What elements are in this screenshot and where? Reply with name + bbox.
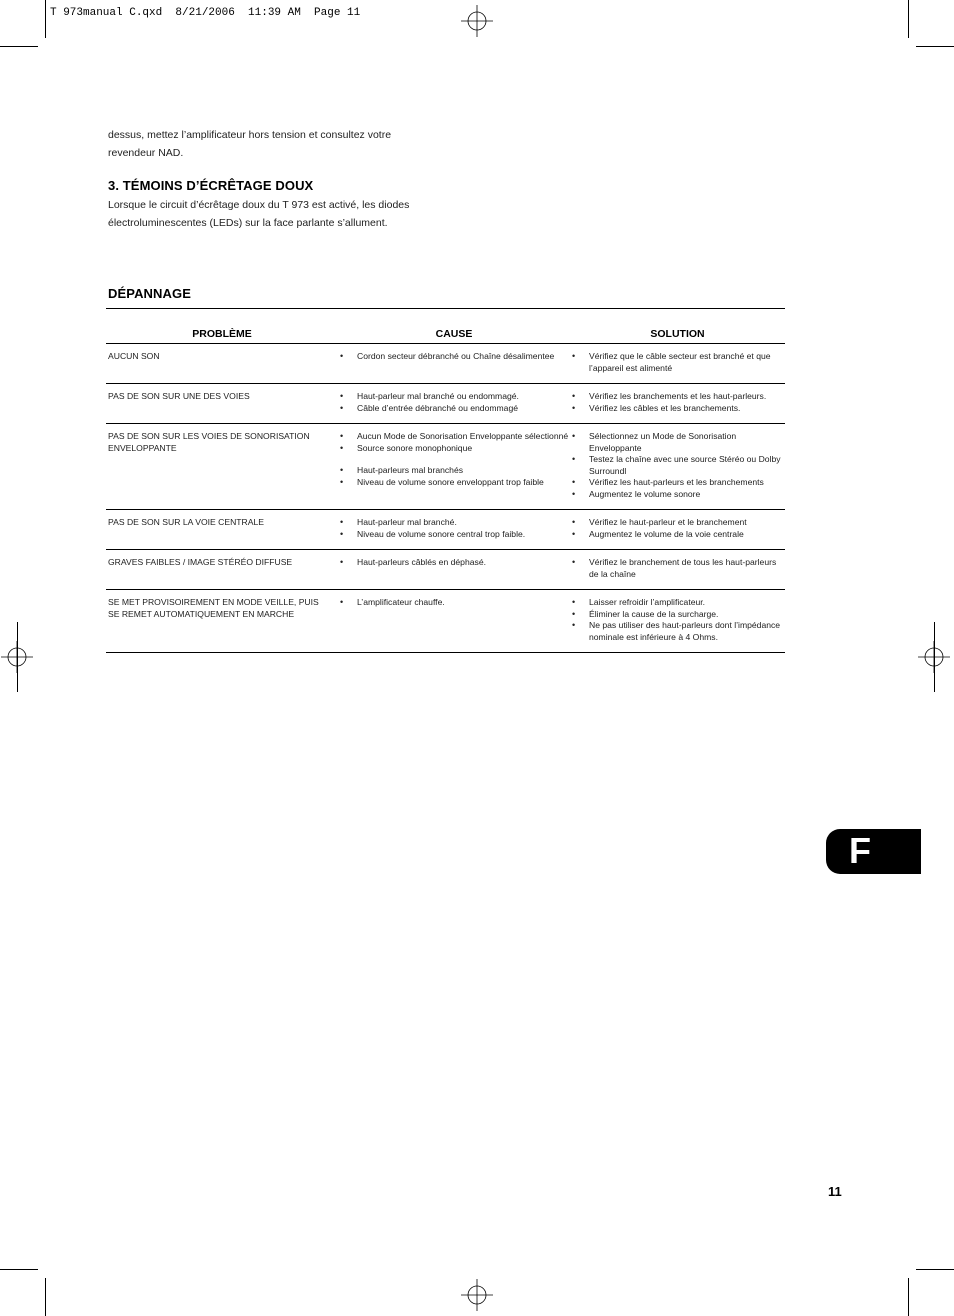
solution-item: • Vérifiez le haut-parleur et le branchement (572, 517, 785, 529)
table-row (106, 510, 785, 550)
table-row (106, 344, 785, 384)
cause-cell (338, 384, 570, 424)
section-paragraph (108, 196, 438, 232)
file-header: T 973manual C.qxd 8/21/2006 11:39 AM Page 11 (50, 7, 361, 19)
crop-mark (0, 46, 38, 47)
crop-mark (17, 622, 18, 692)
solution-item: • Vérifiez le branchement de tous les haut-parleurs de la chaîne (572, 557, 785, 580)
solution-item: • Éliminer la cause de la surcharge. (572, 609, 785, 621)
crop-mark (916, 1269, 954, 1270)
solution-item: • Vérifiez les branchements et les haut-parleurs. (572, 391, 785, 403)
table-row (106, 424, 785, 510)
solution-cell (570, 344, 785, 384)
language-tab-label: F (849, 830, 871, 871)
solution-cell (570, 550, 785, 590)
solution-cell (570, 590, 785, 653)
troubleshooting-table (106, 308, 785, 653)
cause-cell (338, 510, 570, 550)
page-number: 11 (828, 1184, 842, 1199)
problem-cell: PAS DE SON SUR LA VOIE CENTRALE (106, 510, 338, 550)
section-line: électroluminescentes (LEDs) sur la face parlante s’allument. (108, 217, 388, 229)
cause-cell (338, 590, 570, 653)
cause-item: • Haut-parleur mal branché ou endommagé. (340, 391, 570, 403)
cause-item: • Haut-parleurs mal branchés (340, 465, 570, 477)
table-row (106, 550, 785, 590)
cause-item: • Source sonore monophonique (340, 443, 570, 455)
solution-item: • Testez la chaîne avec une source Stéréo ou Dolby Surroundl (572, 454, 785, 477)
table-row (106, 384, 785, 424)
solution-item: • Augmentez le volume de la voie centrale (572, 529, 785, 541)
solution-cell (570, 384, 785, 424)
cause-cell (338, 550, 570, 590)
solution-cell (570, 424, 785, 510)
table-header-row (106, 309, 785, 344)
solution-item: • Vérifiez les câbles et les branchements. (572, 403, 785, 415)
crop-mark (908, 0, 909, 38)
cause-item: • Niveau de volume sonore enveloppant trop faible (340, 477, 570, 489)
crop-mark (45, 0, 46, 38)
header-problem: PROBLÈME (106, 309, 338, 344)
intro-line: revendeur NAD. (108, 147, 184, 159)
solution-item: • Sélectionnez un Mode de Sonorisation Enveloppante (572, 431, 785, 454)
registration-mark-bottom (461, 1279, 493, 1311)
solution-item: • Vérifiez que le câble secteur est branché et que l’appareil est alimenté (572, 351, 785, 374)
crop-mark (916, 46, 954, 47)
problem-cell: GRAVES FAIBLES / IMAGE STÉRÉO DIFFUSE (106, 550, 338, 590)
crop-mark (934, 622, 935, 692)
cause-cell (338, 344, 570, 384)
cause-item: • L’amplificateur chauffe. (340, 597, 570, 609)
cause-item: • Aucun Mode de Sonorisation Enveloppante sélectionné (340, 431, 570, 443)
solution-cell (570, 510, 785, 550)
header-cause: CAUSE (338, 309, 570, 344)
cause-item: • Niveau de volume sonore central trop faible. (340, 529, 570, 541)
crop-mark (908, 1278, 909, 1316)
problem-cell: AUCUN SON (106, 344, 338, 384)
solution-item: • Ne pas utiliser des haut-parleurs dont l’impédance nominale est inférieure à 4 Ohms. (572, 620, 785, 643)
problem-cell: PAS DE SON SUR UNE DES VOIES (106, 384, 338, 424)
intro-line: dessus, mettez l’amplificateur hors tension et consultez votre (108, 129, 392, 141)
section-line: Lorsque le circuit d’écrêtage doux du T 973 est activé, les diodes (108, 199, 410, 211)
registration-mark-top (461, 5, 493, 37)
language-tab (826, 829, 921, 874)
cause-cell (338, 424, 570, 510)
cause-item: • Haut-parleur mal branché. (340, 517, 570, 529)
problem-cell: SE MET PROVISOIREMENT EN MODE VEILLE, PUIS SE REMET AUTOMATIQUEMENT EN MARCHE (106, 590, 338, 653)
section-title: 3. TÉMOINS D’ÉCRÊTAGE DOUX (108, 178, 314, 193)
table-row (106, 590, 785, 653)
intro-paragraph (108, 126, 438, 162)
solution-item: • Laisser refroidir l’amplificateur. (572, 597, 785, 609)
crop-mark (0, 1269, 38, 1270)
cause-item: • Cordon secteur débranché ou Chaîne désalimentee (340, 351, 570, 363)
cause-item: • Haut-parleurs câblés en déphasé. (340, 557, 570, 569)
solution-item: • Augmentez le volume sonore (572, 489, 785, 501)
solution-item: • Vérifiez les haut-parleurs et les branchements (572, 477, 785, 489)
troubleshooting-title: DÉPANNAGE (108, 286, 192, 301)
cause-item: • Câble d’entrée débranché ou endommagé (340, 403, 570, 415)
header-solution: SOLUTION (570, 309, 785, 344)
problem-cell: PAS DE SON SUR LES VOIES DE SONORISATION ENVELOPPANTE (106, 424, 338, 510)
crop-mark (45, 1278, 46, 1316)
